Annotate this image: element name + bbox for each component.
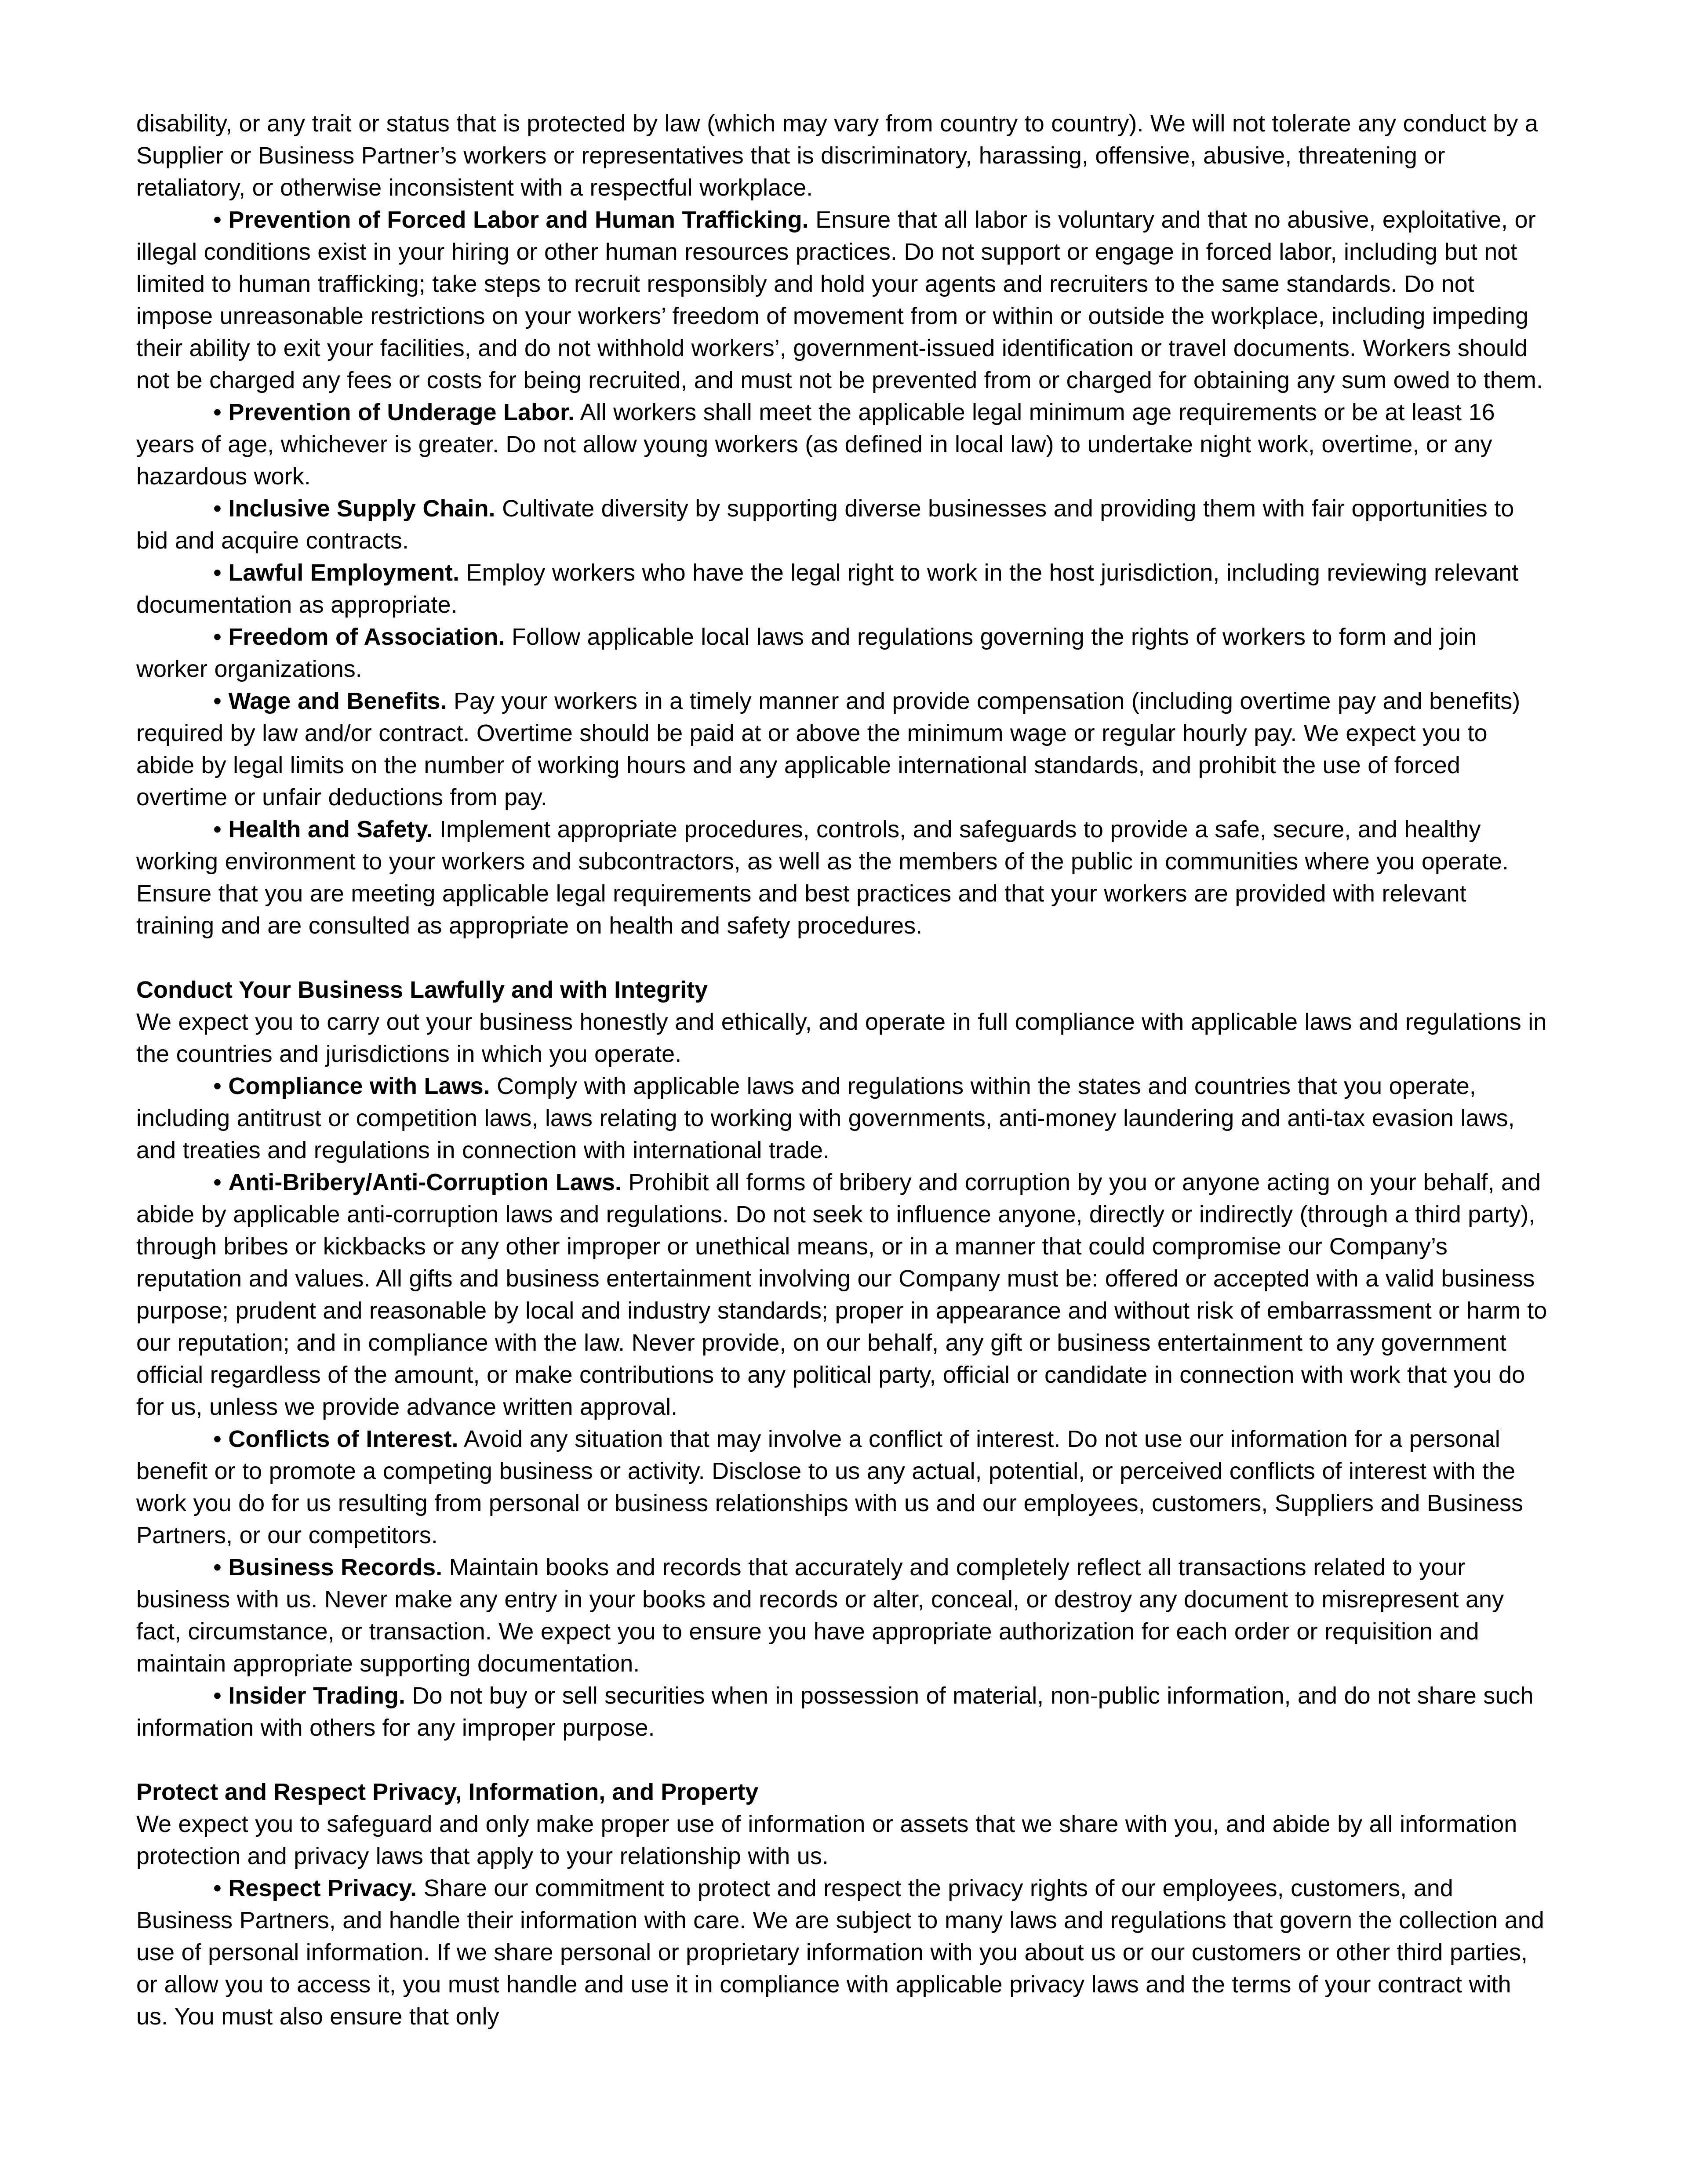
paragraph-nondiscrimination-continued: disability, or any trait or status that is protected by law (which may vary from country to country). We will not tolerate any conduct by a Supplier or Business Partner’s workers or representatives that is discriminatory, harassing, offensive, abusive, threatening or retaliatory, or otherwise inconsistent with a respectful workplace. (136, 110, 1538, 201)
bullet-point-icon: • (213, 1554, 222, 1581)
bullet-respect-privacy (136, 1872, 1547, 2033)
bullet-point-icon: • (213, 1683, 222, 1709)
bullet-body-text: Comply with applicable laws and regulations within the states and countries that you operate, including antitrust or competition laws, laws relating to working with governments, anti-money laundering and anti-tax evasion laws, and treaties and regulations in connection with international trade. (136, 1073, 1515, 1163)
bullet-health-and-safety (136, 814, 1547, 942)
bullet-lead-label: Wage and Benefits. (228, 688, 447, 714)
bullet-point-icon: • (213, 399, 222, 425)
bullet-point-icon: • (213, 1875, 222, 1901)
bullet-point-icon: • (213, 560, 222, 586)
bullet-lead-label: Freedom of Association. (228, 624, 505, 650)
bullet-lead-label: Prevention of Forced Labor and Human Trafficking. (228, 207, 809, 233)
heading-conduct-your-business-lawfully-and-with-integrity: Conduct Your Business Lawfully and with Integrity (136, 977, 708, 1003)
bullet-lead-label: Insider Trading. (228, 1683, 405, 1709)
bullet-body-text: Implement appropriate procedures, controls, and safeguards to provide a safe, secure, and healthy working environment to your workers and subcontractors, as well as the members of the public in communities where you operate. Ensure that you are meeting applicable legal requirements and best practices and that your workers are provided with relevant training and are consulted as appropriate on health and safety procedures. (136, 816, 1509, 939)
bullet-lead-label: Health and Safety. (228, 816, 433, 843)
bullet-body-text: Do not buy or sell securities when in possession of material, non-public information, and do not share such information with others for any improper purpose. (136, 1683, 1534, 1741)
bullet-conflicts-of-interest (136, 1423, 1547, 1552)
bullet-lead-label: Conflicts of Interest. (228, 1426, 458, 1452)
bullet-lead-label: Lawful Employment. (228, 560, 459, 586)
document-body (136, 108, 1547, 2033)
bullet-business-records (136, 1552, 1547, 1680)
bullet-lead-label: Business Records. (228, 1554, 443, 1581)
bullet-body-text: Employ workers who have the legal right to work in the host jurisdiction, including reviewing relevant documentation as appropriate. (136, 560, 1519, 618)
bullet-wage-and-benefits (136, 685, 1547, 814)
bullet-anti-bribery-anti-corruption-laws (136, 1166, 1547, 1423)
bullet-point-icon: • (213, 1169, 222, 1196)
paragraph-conduct-intro: We expect you to carry out your business honestly and ethically, and operate in full compliance with applicable laws and regulations in the countries and jurisdictions in which you operate. (136, 1009, 1547, 1067)
bullet-body-text: Cultivate diversity by supporting diverse businesses and providing them with fair opportunities to bid and acquire contracts. (136, 495, 1514, 554)
bullet-compliance-with-laws (136, 1070, 1547, 1166)
bullet-lawful-employment (136, 557, 1547, 621)
bullet-lead-label: Prevention of Underage Labor. (228, 399, 575, 425)
bullet-body-text: Ensure that all labor is voluntary and that no abusive, exploitative, or illegal conditions exist in your hiring or other human resources practices. Do not support or engage in forced labor, including but not limited to human trafficking; take steps to recruit responsibly and hold your agents and recruiters to the same standards. Do not impose unreasonable restrictions on your workers’ freedom of movement from or within or outside the workplace, including impeding their ability to exit your facilities, and do not withhold workers’, government-issued identification or travel documents. Workers should not be charged any fees or costs for being recruited, and must not be prevented from or charged for obtaining any sum owed to them. (136, 207, 1543, 393)
bullet-point-icon: • (213, 495, 222, 522)
bullet-lead-label: Anti-Bribery/Anti-Corruption Laws. (228, 1169, 622, 1196)
blank-line-before-privacy-heading (136, 1744, 1547, 1776)
bullet-inclusive-supply-chain (136, 493, 1547, 557)
bullet-freedom-of-association (136, 621, 1547, 685)
bullet-body-text: Avoid any situation that may involve a conflict of interest. Do not use our information for a personal benefit or to promote a competing business or activity. Disclose to us any actual, potential, or perceived conflicts of interest with the work you do for us resulting from personal or business relationships with us and our employees, customers, Suppliers and Business Partners, or our competitors. (136, 1426, 1524, 1548)
blank-line-before-conduct-heading (136, 942, 1547, 974)
bullet-lead-label: Compliance with Laws. (228, 1073, 490, 1099)
bullet-lead-label: Respect Privacy. (228, 1875, 417, 1901)
paragraph-privacy-intro: We expect you to safeguard and only make proper use of information or assets that we share with you, and abide by all information protection and privacy laws that apply to your relationship with us. (136, 1811, 1517, 1869)
bullet-body-text: Pay your workers in a timely manner and provide compensation (including overtime pay and benefits) required by law and/or contract. Overtime should be paid at or above the minimum wage or regular hourly pay. We expect you to abide by legal limits on the number of working hours and any applicable international standards, and prohibit the use of forced overtime or unfair deductions from pay. (136, 688, 1521, 810)
bullet-point-icon: • (213, 624, 222, 650)
bullet-body-text: All workers shall meet the applicable legal minimum age requirements or be at least 16 years of age, whichever is greater. Do not allow young workers (as defined in local law) to undertake night work, overtime, or any hazardous work. (136, 399, 1495, 490)
bullet-point-icon: • (213, 816, 222, 843)
bullet-body-text: Follow applicable local laws and regulations governing the rights of workers to form and join worker organizations. (136, 624, 1477, 682)
heading-protect-and-respect-privacy-information-and-property: Protect and Respect Privacy, Information, and Property (136, 1779, 759, 1805)
bullet-body-text: Maintain books and records that accurately and completely reflect all transactions related to your business with us. Never make any entry in your books and records or alter, conceal, or destroy any document to misrepresent any fact, circumstance, or transaction. We expect you to ensure you have appropriate authorization for each order or requisition and maintain appropriate supporting documentation. (136, 1554, 1504, 1677)
bullet-point-icon: • (213, 1426, 222, 1452)
bullet-prevention-of-underage-labor (136, 396, 1547, 493)
bullet-point-icon: • (213, 1073, 222, 1099)
bullet-insider-trading (136, 1680, 1547, 1744)
bullet-point-icon: • (213, 688, 222, 714)
bullet-lead-label: Inclusive Supply Chain. (228, 495, 495, 522)
bullet-body-text: Prohibit all forms of bribery and corruption by you or anyone acting on your behalf, and abide by applicable anti-corruption laws and regulations. Do not seek to influence anyone, directly or indirectly (through a third party), through bribes or kickbacks or any other improper or unethical means, or in a manner that could compromise our Company’s reputation and values. All gifts and business entertainment involving our Company must be: offered or accepted with a valid business purpose; prudent and reasonable by local and industry standards; proper in appearance and without risk of embarrassment or harm to our reputation; and in compliance with the law. Never provide, on our behalf, any gift or business entertainment to any government official regardless of the amount, or make contributions to any political party, official or candidate in connection with work that you do for us, unless we provide advance written approval. (136, 1169, 1547, 1420)
bullet-body-text: Share our commitment to protect and respect the privacy rights of our employees, customers, and Business Partners, and handle their information with care. We are subject to many laws and regulations that govern the collection and use of personal information. If we share personal or proprietary information with you about us or our customers or other third parties, or allow you to access it, you must handle and use it in compliance with applicable privacy laws and the terms of your contract with us. You must also ensure that only (136, 1875, 1544, 2030)
bullet-point-icon: • (213, 207, 222, 233)
bullet-prevention-of-forced-labor-and-human-trafficking (136, 204, 1547, 396)
